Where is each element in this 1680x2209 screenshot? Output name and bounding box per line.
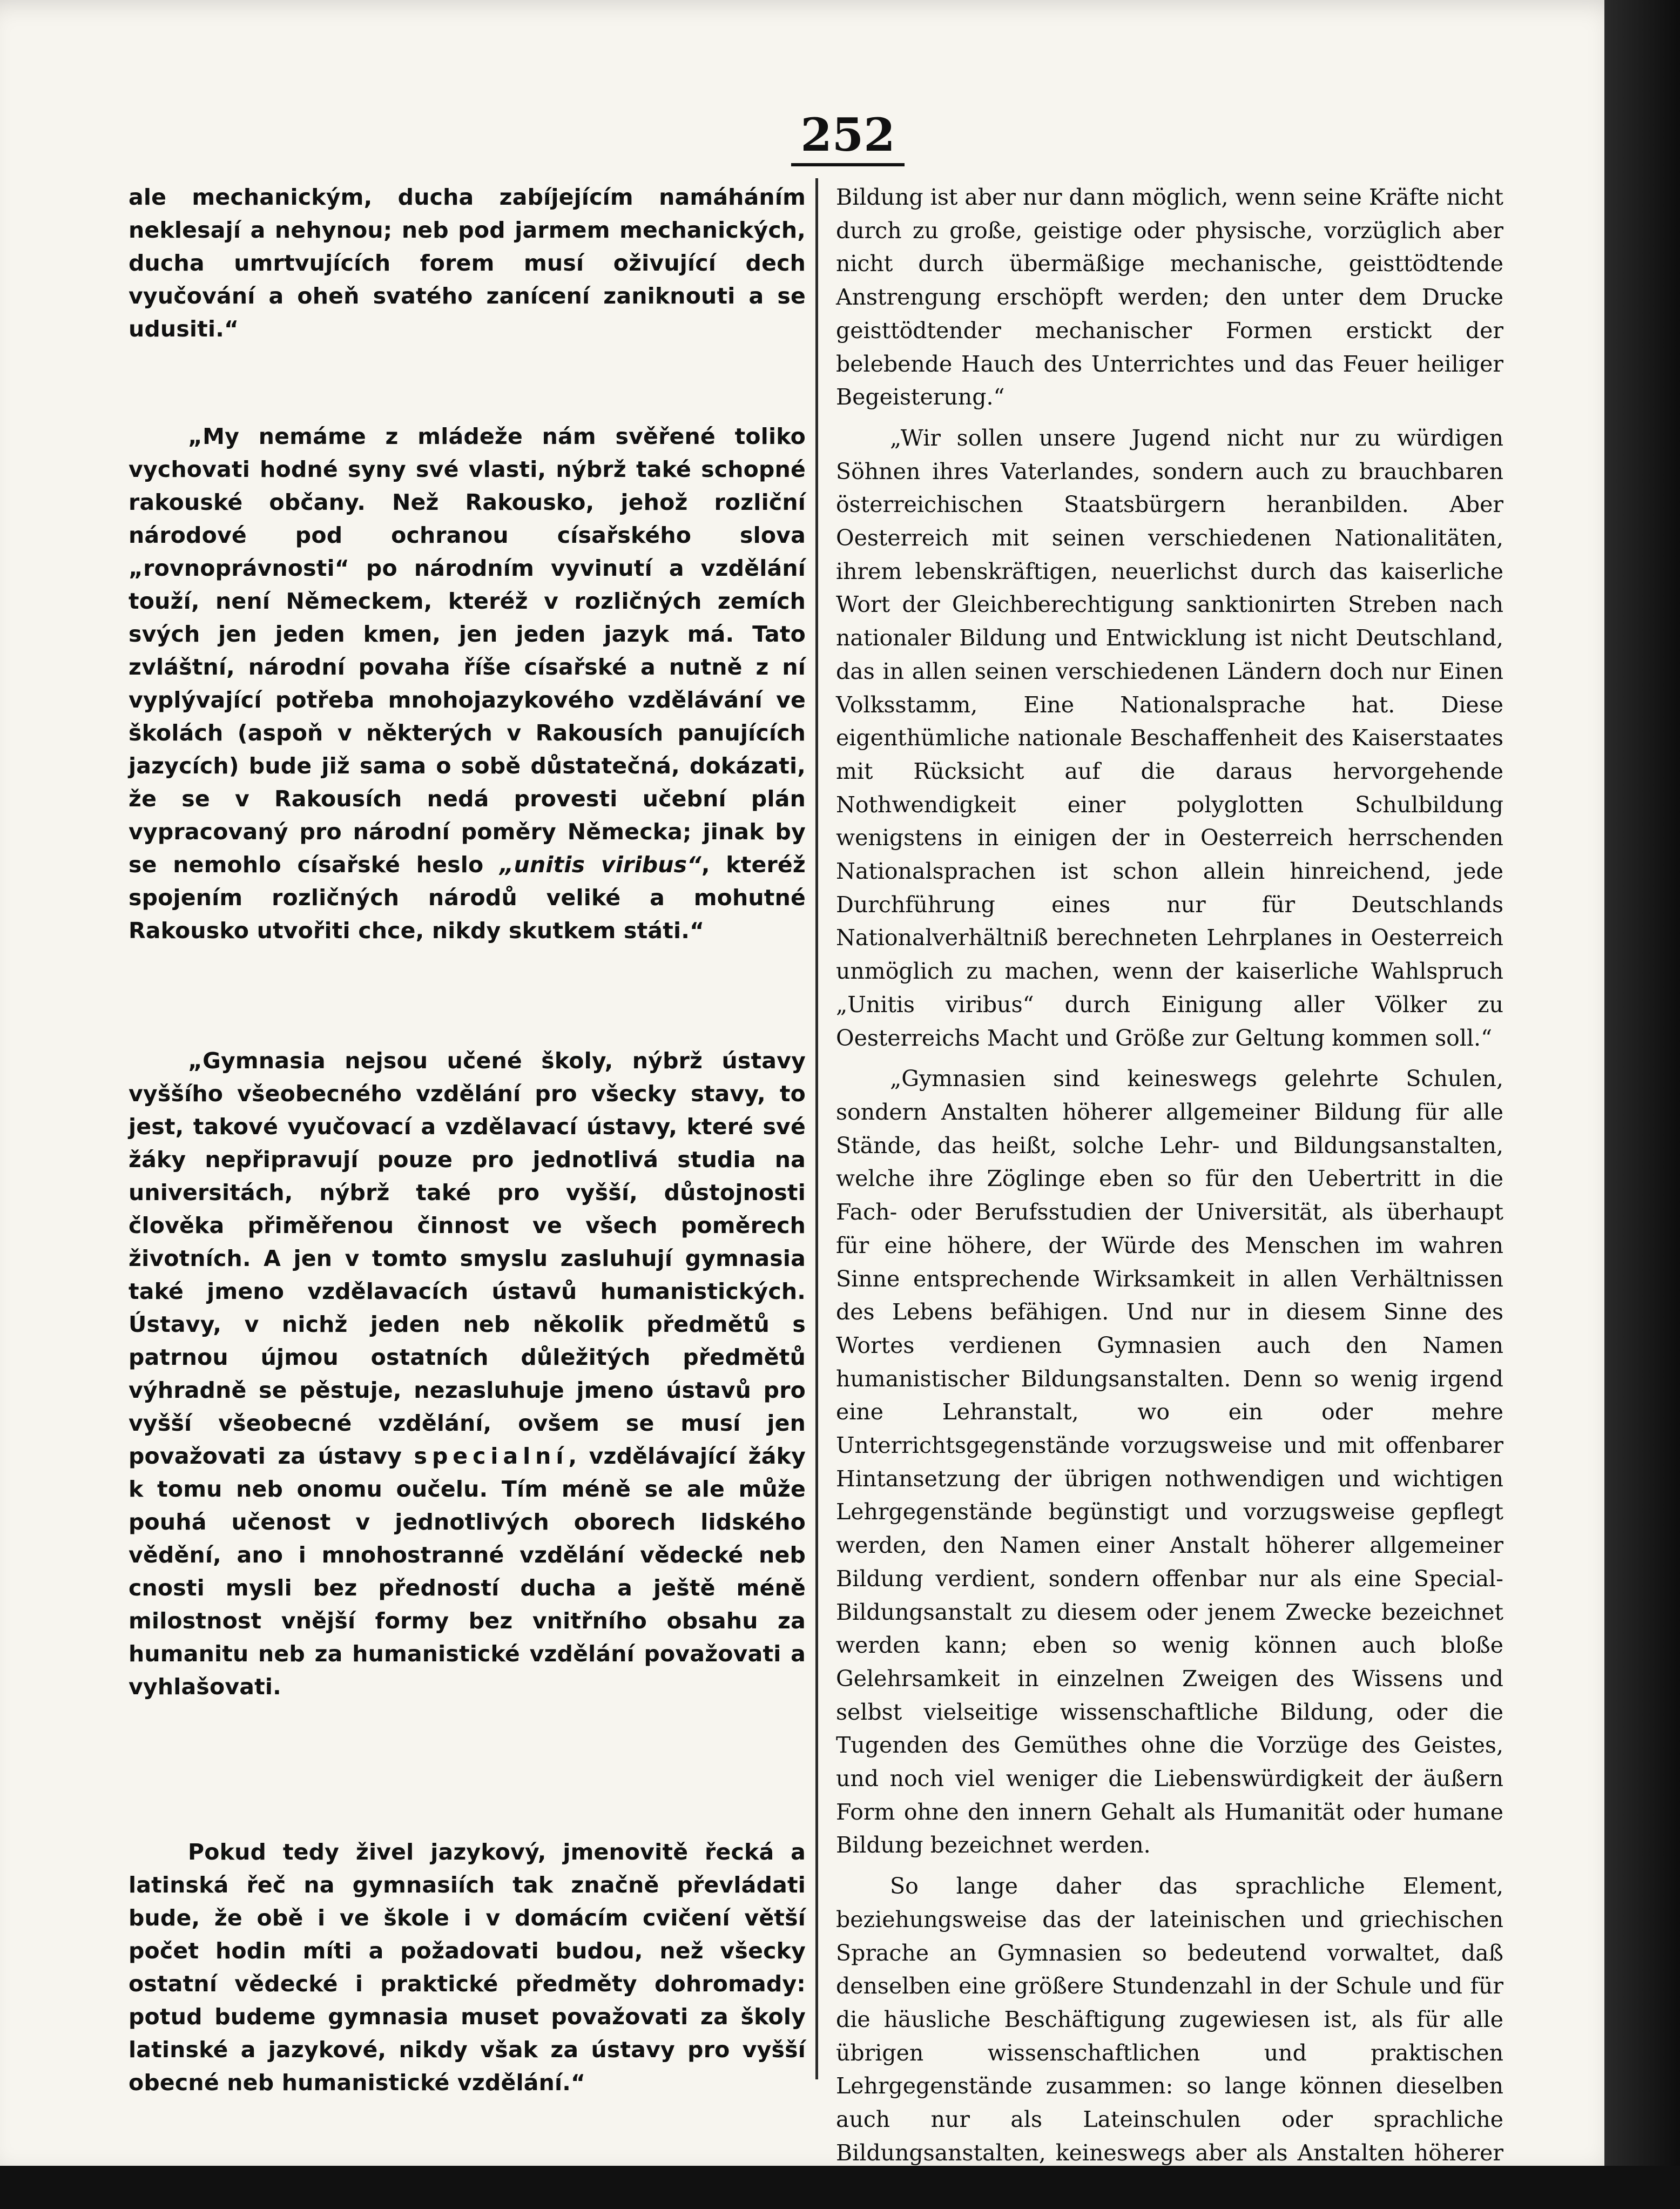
page-number: 252	[800, 108, 895, 161]
scan-edge-right	[1604, 0, 1680, 2209]
czech-paragraph-2-end: , kteréž spojením rozličných národů veliké a mohutné Rakousko utvořiti chce, nikdy skutkem státi.“	[129, 852, 806, 944]
spaced-word-specialni: specialní	[414, 1443, 569, 1469]
czech-column	[129, 181, 806, 2099]
german-paragraph-2: „Wir sollen unsere Jugend nicht nur zu würdigen Söhnen ihres Vaterlandes, sondern auch zu brauchbaren österreichischen Staatsbürgern heranbilden. Aber Oesterreich mit seinen verschiedenen Nationalitäten, ihrem lebenskräftigen, neuerlichst durch das kaiserliche Wort der Gleichberechtigung sanktionirten Streben nach nationaler Bildung und Entwicklung ist nicht Deutschland, das in allen seinen verschiedenen Ländern doch nur Einen Volksstamm, Eine Nationalsprache hat. Diese eigenthümliche nationale Beschaffenheit des Kaiserstaates mit Rücksicht auf die daraus hervorgehende Nothwendigkeit einer polyglotten Schulbildung wenigstens in einigen der in Oesterreich herrschenden Nationalsprachen ist schon allein hinreichend, jede Durchführung eines nur für Deutschlands Nationalverhältniß berechneten Lehrplanes in Oesterreich unmöglich zu machen, wenn der kaiserliche Wahlspruch „Unitis viribus“ durch Einigung aller Völker zu Oesterreichs Macht und Größe zur Geltung kommen soll.“	[836, 425, 1503, 1051]
czech-paragraph-2	[129, 420, 806, 947]
czech-paragraph-3-text: „Gymnasia nejsou učené školy, nýbrž ústavy vyššího všeobecného vzdělání pro všecky stavy, to jest, takové vyučovací a vzdělavací ústavy, které své žáky nepřipravují pouze pro jednotlivá studia na universitách, nýbrž také pro vyšší, důstojnosti člověka přiměřenou činnost ve všech poměrech životních. A jen v tomto smyslu zasluhují gymnasia také jmeno vzdělavacích ústavů humanistických. Ústavy, v nichž jeden neb několik předmětů s patrnou újmou ostatních důležitých předmětů výhradně se pěstuje, nezasluhuje jmeno ústavů pro vyšší všeobecné vzdělání, ovšem se musí jen považovati za ústavy	[129, 1048, 806, 1469]
czech-paragraph-4: Pokud tedy živel jazykový, jmenovitě řecká a latinská řeč na gymnasiích tak značně převládati bude, že obě i ve škole i v domácím cvičení větší počet hodin míti a požadovati budou, než všecky ostatní vědecké i praktické předměty dohromady: potud budeme gymnasia muset považovati za školy latinské a jazykové, nikdy však za ústavy pro vyšší obecné neb humanistické vzdělání.“	[129, 1839, 806, 2096]
scan-edge-bottom	[0, 2166, 1680, 2209]
czech-paragraph-3	[129, 1045, 806, 1703]
czech-paragraph-2-text: „My nemáme z mládeže nám svěřené toliko vychovati hodné syny své vlasti, nýbrž také schopné rakouské občany. Než Rakousko, jehož rozliční národové pod ochranou císařského slova „rovnoprávnosti“ po národním vyvinutí a vzdělání touží, není Německem, kteréž v rozličných zemích svých jen jeden kmen, jen jeden jazyk má. Tato zvláštní, národní povaha říše císařské a nutně z ní vyplývající potřeba mnohojazykového vzdělávání ve školách (aspoň v některých v Rakousích panujících jazycích) bude již sama o sobě důstatečná, dokázati, že se v Rakousích nedá provesti učební plán vypracovaný pro národní poměry Německa; jinak by se nemohlo císařské heslo	[129, 423, 806, 878]
german-paragraph-1: Bildung ist aber nur dann möglich, wenn seine Kräfte nicht durch zu große, geistige oder physische, vorzüglich aber nicht durch übermäßige mechanische, geisttödtende Anstrengung erschöpft werden; den unter dem Drucke geisttödtender mechanischer Formen erstickt der belebende Hauch des Unterrichtes und das Feuer heiliger Begeisterung.“	[836, 184, 1503, 410]
german-paragraph-4: So lange daher das sprachliche Element, beziehungsweise das der lateinischen und griechischen Sprache an Gymnasien so bedeutend vorwaltet, daß denselben eine größere Stundenzahl in der Schule und für die häusliche Beschäftigung zugewiesen ist, als für alle übrigen wissenschaftlichen und praktischen Lehrgegenstände zusammen: so lange können dieselben auch nur als Lateinschulen oder sprachliche Bildungsanstalten, keineswegs aber als Anstalten höherer	[836, 1873, 1503, 2166]
czech-paragraph-3-end: , vzdělávající žáky k tomu neb onomu oučelu. Tím méně se ale může pouhá učenost v jednotlivých oborech lidského vědění, ano i mnohostranné vzdělání vědecké neb cnosti mysli bez předností ducha a ještě méně milostnost vnější formy bez vnitřního obsahu za humanitu neb za humanistické vzdělání považovati a vyhlašovati.	[129, 1443, 806, 1700]
page-number-underline	[791, 163, 905, 166]
motto-unitis-viribus: „unitis viribus“	[499, 852, 701, 878]
column-divider	[815, 178, 818, 2079]
german-paragraph-3: „Gymnasien sind keineswegs gelehrte Schulen, sondern Anstalten höherer allgemeiner Bildung für alle Stände, das heißt, solche Lehr- und Bildungsanstalten, welche ihre Zöglinge eben so für den Uebertritt in die Fach- oder Berufsstudien der Universität, als überhaupt für eine höhere, der Würde des Menschen im wahren Sinne entsprechende Wirksamkeit in allen Verhältnissen des Lebens befähigen. Und nur in diesem Sinne des Wortes verdienen Gymnasien auch den Namen humanistischer Bildungsanstalten. Denn so wenig irgend eine Lehranstalt, wo ein oder mehre Unterrichtsgegenstände vorzugsweise und mit offenbarer Hintansetzung der übrigen nothwendigen und wichtigen Lehrgegenstände begünstigt und vorzugsweise gepflegt werden, den Namen einer Anstalt höherer allgemeiner Bildung verdient, sondern offenbar nur als eine Special-Bildungsanstalt zu diesem oder jenem Zwecke bezeichnet werden kann; eben so wenig können auch bloße Gelehrsamkeit in einzelnen Zweigen des Wissens und selbst vielseitige wissenschaftliche Bildung, oder die Tugenden des Gemüthes ohne die Vorzüge des Geistes, und noch viel weniger die Liebenswürdigkeit der äußern Form ohne den innern Gehalt als Humanität oder humane Bildung bezeichnet werden.	[836, 1066, 1503, 1858]
german-column	[836, 181, 1503, 2203]
czech-paragraph-1: ale mechanickým, ducha zabíjejícím namáháním neklesají a nehynou; neb pod jarmem mechanických, ducha umrtvujících forem musí oživující dech vyučování a oheň svatého zanícení zaniknouti a se udusiti.“	[129, 184, 806, 342]
